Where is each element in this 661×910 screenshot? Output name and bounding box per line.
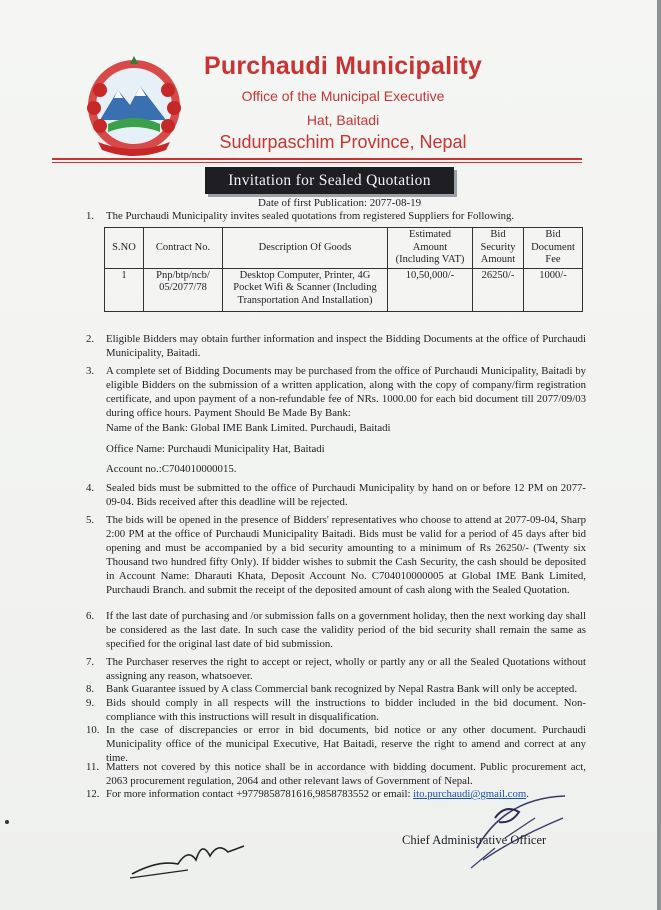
item-text: A complete set of Bidding Documents may be purchased from the office of Purchaudi Municipality, Baitadi by eligible Bidders on the submission of a written application, along with the copy of company/firm registration certificate, and upon payment of a non-refundable fee of NRs. 1000.00 for each bid document till 2077/09/03 during office hours. Payment Should Be Made By Bank:: [106, 365, 586, 419]
account-number: Account no.:C704010000015.: [106, 463, 237, 475]
signatory-title: Chief Administrative Officer: [402, 833, 547, 847]
item-text: If the last date of purchasing and /or submission falls on a government holiday, then the next working day shall be considered as the last date. In such case the validity period of the bid security shall remain the same as specified for the original last date of bid submission.: [106, 610, 586, 650]
quotation-table: [104, 227, 583, 312]
notice-title: Invitation for Sealed Quotation: [205, 167, 454, 194]
item-number: 12.: [86, 788, 100, 800]
header-cell: Bid Security Amount: [473, 228, 524, 269]
item-text: Bank Guarantee issued by A class Commercial bank recognized by Nepal Rastra Bank will only be accepted.: [106, 683, 578, 695]
table-cell: Desktop Computer, Printer, 4G Pocket Wifi & Scanner (Including Transportation And Installation): [223, 268, 388, 311]
item-6: [86, 609, 586, 651]
item-1: [86, 209, 586, 223]
item-text: Matters not covered by this notice shall be in accordance with bidding document. Public procurement act, 2063 procurement regulation, 2064 and other relevant laws of Government of Nepal.: [106, 761, 586, 787]
item-number: 10.: [86, 724, 100, 736]
item-9: [86, 696, 586, 724]
official-stamp-icon: [465, 778, 575, 878]
item-8: [86, 682, 586, 696]
item-number: 5.: [86, 514, 95, 526]
header-rule: [52, 158, 582, 160]
item-4: [86, 481, 586, 509]
header-cell: Estimated Amount (Including VAT): [388, 228, 473, 269]
item-text: The Purchaser reserves the right to accept or reject, wholly or partly any or all the Sealed Quotations without assigning any reason, whatsoever.: [106, 656, 586, 682]
item-number: 3.: [86, 365, 95, 377]
ink-mark: [5, 820, 9, 824]
table-header-row: [105, 228, 583, 269]
item-10: [86, 723, 586, 765]
item-text: Bids should comply in all respects will the instructions to bidder included in the bid document. Non-compliance with this instructions will result in disqualification.: [106, 697, 586, 723]
contact-text: For more information contact +9779858781616,9858783552 or email:: [106, 788, 411, 800]
location: Hat, Baitadi: [306, 112, 380, 128]
office-account-name: Office Name: Purchaudi Municipality Hat, Baitadi: [106, 443, 325, 455]
table-cell: 26250/-: [473, 268, 524, 311]
table-cell: 10,50,000/-: [388, 268, 473, 311]
header-rule-thin: [52, 162, 582, 163]
publication-date: Date of first Publication: 2077-08-19: [258, 197, 422, 209]
item-number: 4.: [86, 482, 95, 494]
item-number: 7.: [86, 656, 95, 668]
email-link[interactable]: ito.purchaudi@gmail.com: [413, 788, 527, 800]
item-3: [86, 364, 586, 420]
item-text: In the case of discrepancies or error in bid documents, bid notice or any other document. Purchaudi Municipality office of the municipal Executive, Hat Baitadi, reserve the right to amend and correct at any time.: [106, 724, 586, 764]
province: Sudurpaschim Province, Nepal: [219, 132, 467, 152]
item-5: [86, 513, 586, 597]
office-name: Office of the Municipal Executive: [241, 88, 445, 104]
item-number: 8.: [86, 683, 95, 695]
item-number: 9.: [86, 697, 95, 709]
header-cell: Contract No.: [144, 228, 223, 269]
email-period: .: [526, 788, 529, 800]
header-cell: Description Of Goods: [223, 228, 388, 269]
header-cell: S.NO: [105, 228, 144, 269]
item-number: 11.: [86, 761, 100, 773]
handwritten-signature-icon: [128, 830, 248, 880]
item-text: The Purchaudi Municipality invites sealed quotations from registered Suppliers for Following.: [106, 210, 515, 222]
item-number: 2.: [86, 333, 95, 345]
letterhead: [193, 52, 493, 151]
item-text: The bids will be opened in the presence of Bidders' representatives who choose to attend at 2077-09-04, Sharp 2:00 PM at the office of Purchaudi Municipality Baitadi. Bids must be valid for a period of 45 days after bid opening and must be accompanied by a bid security amounting to a minimum of Rs 26250/- (Twenty six Thousand two hundred fifty Only). If bidder wishes to submit the Cash Security, the cash should be deposited in Account Name: Dharauti Khata, Deposit Account No. C704010000005 at Global IME Bank Limited, Purchaudi Branch. and submit the receipt of the deposited amount of cash along with the Sealed Quotation.: [106, 514, 586, 596]
municipality-name: Purchaudi Municipality: [203, 52, 483, 80]
table-cell: Pnp/btp/ncb/ 05/2077/78: [144, 268, 223, 311]
item-number: 6.: [86, 610, 95, 622]
item-text: Eligible Bidders may obtain further information and inspect the Bidding Documents at the office of Purchaudi Municipality, Baitadi.: [106, 333, 586, 359]
item-number: 1.: [86, 210, 95, 222]
nepal-emblem-icon: [78, 50, 190, 162]
item-2: [86, 332, 586, 360]
table-row: [105, 268, 583, 311]
item-7: [86, 655, 586, 683]
header-cell: Bid Document Fee: [524, 228, 583, 269]
table-cell: 1: [105, 268, 144, 311]
table-cell: 1000/-: [524, 268, 583, 311]
item-text: Sealed bids must be submitted to the office of Purchaudi Municipality by hand on or before 12 PM on 2077-09-04. Bids received after this deadline will be rejected.: [106, 482, 586, 508]
bank-name: Name of the Bank: Global IME Bank Limited. Purchaudi, Baitadi: [106, 422, 391, 434]
